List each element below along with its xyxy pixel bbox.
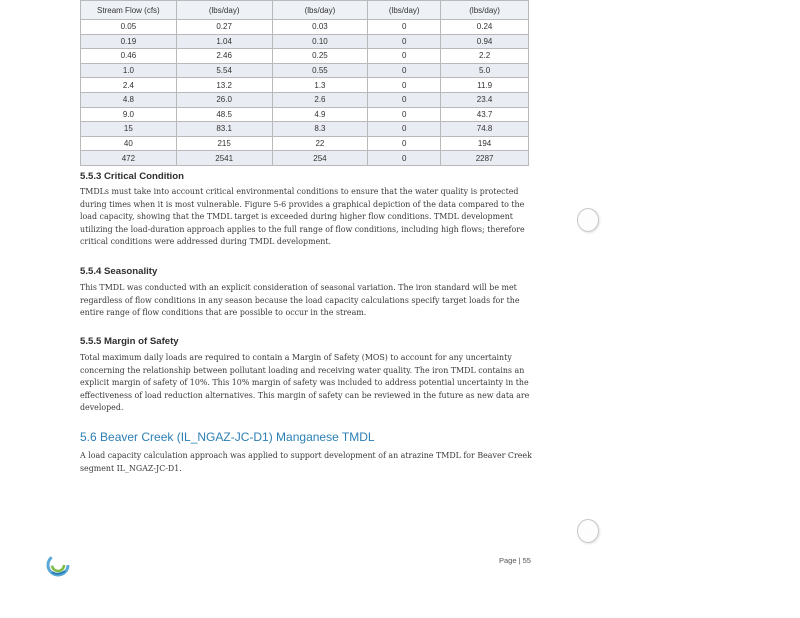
- critical-condition-paragraph: TMDLs must take into account critical environmental conditions to ensure that the water quality is protected during times when it is most vulnerable. Figure 5-6 provides a graphical depiction of the data compared to the load capacity, showing that the TMDL target is exceeded during higher flow conditions. TMDL development utilizing the load-duration approach applies to the full range of flow conditions, including high flows; therefore critical conditions were addressed during TMDL development.: [80, 187, 525, 247]
- table-cell: 48.5: [176, 107, 272, 122]
- table-cell: 0: [368, 63, 441, 78]
- table-cell: 0.55: [272, 63, 368, 78]
- table-row: [81, 151, 529, 166]
- table-cell: 0.24: [441, 20, 529, 35]
- table-row: [81, 63, 529, 78]
- table-cell: 43.7: [441, 107, 529, 122]
- table-cell: 0.46: [81, 49, 177, 64]
- table-cell: 13.2: [176, 78, 272, 93]
- table-cell: 4.9: [272, 107, 368, 122]
- column-header: (lbs/day): [176, 1, 272, 20]
- organization-logo-icon: [44, 551, 72, 579]
- data-table: [80, 0, 529, 166]
- table-row: [81, 78, 529, 93]
- table-cell: 0.25: [272, 49, 368, 64]
- table-cell: 194: [441, 136, 529, 151]
- critical-condition-heading: 5.5.3 Critical Condition: [80, 171, 184, 182]
- binder-hole-icon: [577, 208, 599, 232]
- load-capacity-table: [80, 0, 529, 166]
- table-cell: 0.03: [272, 20, 368, 35]
- table-cell: 0.10: [272, 34, 368, 49]
- seasonality-heading: 5.5.4 Seasonality: [80, 266, 158, 277]
- table-row: [81, 34, 529, 49]
- table-cell: 2541: [176, 151, 272, 166]
- table-cell: 0.27: [176, 20, 272, 35]
- table-row: [81, 20, 529, 35]
- margin-of-safety-heading: 5.5.5 Margin of Safety: [80, 336, 179, 347]
- table-row: [81, 49, 529, 64]
- table-cell: 254: [272, 151, 368, 166]
- table-cell: 15: [81, 122, 177, 137]
- table-cell: 8.3: [272, 122, 368, 137]
- page-number: Page | 55: [499, 556, 531, 565]
- table-row: [81, 92, 529, 107]
- table-cell: 5.0: [441, 63, 529, 78]
- table-cell: 4.8: [81, 92, 177, 107]
- table-cell: 26.0: [176, 92, 272, 107]
- column-header: Stream Flow (cfs): [81, 1, 177, 20]
- table-cell: 472: [81, 151, 177, 166]
- column-header: (lbs/day): [441, 1, 529, 20]
- table-cell: 2287: [441, 151, 529, 166]
- table-cell: 0: [368, 151, 441, 166]
- table-cell: 0.19: [81, 34, 177, 49]
- table-cell: 74.8: [441, 122, 529, 137]
- table-cell: 0: [368, 34, 441, 49]
- table-cell: 0: [368, 20, 441, 35]
- table-cell: 0.05: [81, 20, 177, 35]
- table-row: [81, 122, 529, 137]
- table-cell: 5.54: [176, 63, 272, 78]
- table-cell: 0: [368, 49, 441, 64]
- binder-hole-icon: [577, 519, 599, 543]
- column-header: (lbs/day): [368, 1, 441, 20]
- table-header-row: [81, 1, 529, 20]
- table-row: [81, 136, 529, 151]
- table-cell: 215: [176, 136, 272, 151]
- column-header: (lbs/day): [272, 1, 368, 20]
- beaver-creek-section-heading: 5.6 Beaver Creek (IL_NGAZ-JC-D1) Manganese TMDL: [80, 430, 375, 444]
- table-cell: 83.1: [176, 122, 272, 137]
- beaver-creek-paragraph: A load capacity calculation approach was applied to support development of an atrazine TMDL for Beaver Creek segment IL_NGAZ-JC-D1.: [80, 451, 532, 473]
- table-row: [81, 107, 529, 122]
- table-cell: 1.0: [81, 63, 177, 78]
- table-cell: 1.04: [176, 34, 272, 49]
- table-cell: 0: [368, 92, 441, 107]
- table-cell: 2.46: [176, 49, 272, 64]
- table-cell: 0: [368, 136, 441, 151]
- table-cell: 23.4: [441, 92, 529, 107]
- table-cell: 0: [368, 122, 441, 137]
- table-cell: 9.0: [81, 107, 177, 122]
- table-cell: 2.6: [272, 92, 368, 107]
- table-cell: 2.4: [81, 78, 177, 93]
- table-cell: 40: [81, 136, 177, 151]
- table-cell: 0.94: [441, 34, 529, 49]
- seasonality-paragraph: This TMDL was conducted with an explicit consideration of seasonal variation. The iron standard will be met regardless of flow conditions in any season because the load capacity calculations specify target loads for the entire range of flow conditions that are possible to occur in the stream.: [80, 283, 520, 318]
- table-cell: 22: [272, 136, 368, 151]
- margin-of-safety-paragraph: Total maximum daily loads are required to contain a Margin of Safety (MOS) to account for any uncertainty concerning the relationship between pollutant loading and receiving water quality. The iron TMDL contains an explicit margin of safety of 10%. This 10% margin of safety was included to address potential uncertainty in the effectiveness of load reduction alternatives. This margin of safety can be reviewed in the future as new data are developed.: [80, 353, 530, 413]
- table-cell: 0: [368, 78, 441, 93]
- table-cell: 2.2: [441, 49, 529, 64]
- table-cell: 1.3: [272, 78, 368, 93]
- table-cell: 11.9: [441, 78, 529, 93]
- table-cell: 0: [368, 107, 441, 122]
